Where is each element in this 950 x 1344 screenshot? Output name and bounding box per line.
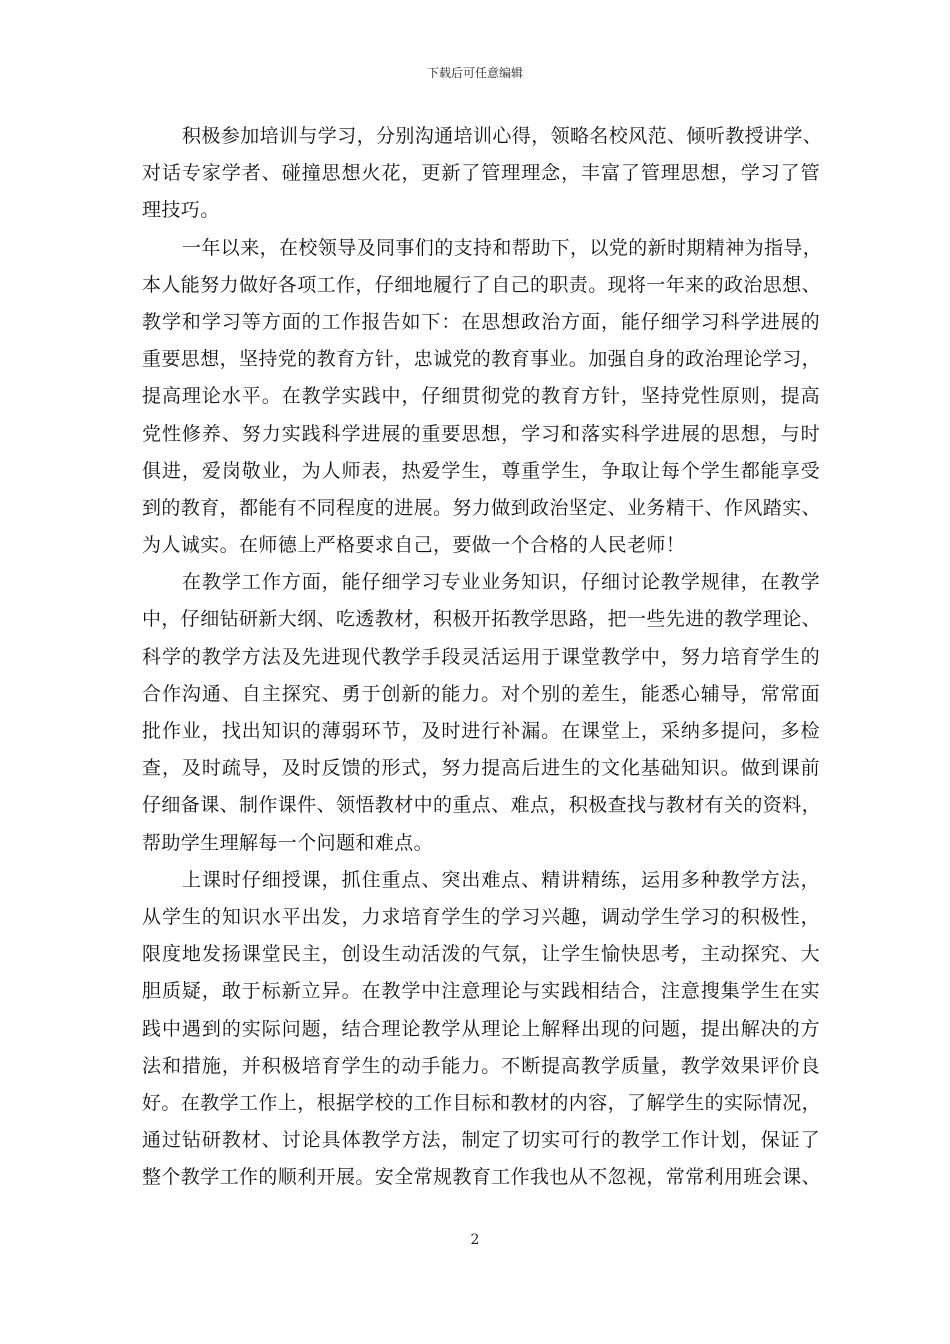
page-number: 2	[470, 1232, 480, 1248]
paragraph-line: 整个教学工作的顺利开展。安全常规教育工作我也从不忽视，常常利用班会课、	[142, 1166, 822, 1189]
paragraph-line: 践中遇到的实际问题，结合理论教学从理论上解释出现的问题，提出解决的方	[142, 1017, 820, 1040]
paragraph-line: 从学生的知识水平出发，力求培育学生的学习兴趣，调动学生学习的积极性，	[142, 905, 820, 928]
paragraph-line: 为人诚实。在师德上严格要求自己，要做一个合格的人民老师！	[142, 534, 686, 557]
paragraph-line: 批作业，找出知识的薄弱环节，及时进行补漏。在课堂上，采纳多提问，多检	[142, 720, 820, 742]
paragraph-line: 党性修养、努力实践科学进展的重要思想，学习和落实科学进展的思想，与时	[142, 422, 820, 445]
paragraph-line: 科学的教学方法及先进现代教学手段灵活运用于课堂教学中，努力培育学生的	[142, 645, 820, 668]
paragraph-line: 查，及时疏导，及时反馈的形式，努力提高后进生的文化基础知识。做到课前	[142, 757, 820, 780]
paragraph-line: 重要思想，坚持党的教育方针，忠诚党的教育事业。加强自身的政治理论学习，	[142, 348, 822, 371]
paragraph-line: 中，仔细钻研新大纲、吃透教材，积极开拓教学思路，把一些先进的教学理论、	[142, 608, 822, 631]
paragraph-line: 对话专家学者、碰撞思想火花，更新了管理理念，丰富了管理思想，学习了管	[142, 162, 820, 185]
page-header: 下载后可任意编辑	[426, 66, 523, 80]
paragraph-line: 法和措施，并积极培育学生的动手能力。不断提高教学质量，教学效果评价良	[142, 1054, 820, 1077]
paragraph-line: 胆质疑，敢于标新立异。在教学中注意理论与实践相结合，注意搜集学生在实	[142, 980, 820, 1003]
paragraph	[142, 862, 820, 1197]
paragraph-line: 在教学工作方面，能仔细学习专业业务知识，仔细讨论教学规律，在教学	[182, 571, 820, 594]
paragraph-line: 一年以来，在校领导及同事们的支持和帮助下，以党的新时期精神为指导，	[182, 236, 823, 259]
paragraph	[142, 118, 823, 230]
document-body	[142, 118, 823, 1196]
paragraph	[142, 564, 820, 862]
paragraph-line: 限度地发扬课堂民主，创设生动活泼的气氛，让学生愉快思考，主动探究、大	[142, 943, 820, 966]
paragraph-line: 上课时仔细授课，抓住重点、突出难点、精讲精练，运用多种教学方法，	[182, 868, 820, 891]
paragraph-line: 提高理论水平。在教学实践中，仔细贯彻党的教育方针，坚持党性原则，提高	[142, 385, 820, 408]
paragraph-line: 理技巧。	[142, 199, 220, 222]
paragraph-line: 俱进，爱岗敬业，为人师表，热爱学生，尊重学生，争取让每个学生都能享受	[142, 459, 820, 482]
paragraph-line: 本人能努力做好各项工作，仔细地履行了自己的职责。现将一年来的政治思想、	[142, 273, 822, 296]
paragraph-line: 仔细备课、制作课件、领悟教材中的重点、难点，积极查找与教材有关的资料，	[142, 794, 822, 817]
paragraph-line: 积极参加培训与学习，分别沟通培训心得，领略名校风范、倾听教授讲学、	[182, 125, 823, 147]
paragraph-line: 好。在教学工作上，根据学校的工作目标和教材的内容，了解学生的实际情况，	[142, 1091, 822, 1114]
paragraph	[142, 230, 823, 565]
paragraph-line: 帮助学生理解每一个问题和难点。	[142, 831, 434, 854]
paragraph-line: 通过钻研教材、讨论具体教学方法，制定了切实可行的教学工作计划，保证了	[142, 1129, 820, 1152]
paragraph-line: 到的教育，都能有不同程度的进展。努力做到政治坚定、业务精干、作风踏实、	[142, 496, 822, 519]
paragraph-line: 合作沟通、自主探究、勇于创新的能力。对个别的差生，能悉心辅导，常常面	[142, 682, 820, 705]
paragraph-line: 教学和学习等方面的工作报告如下：在思想政治方面，能仔细学习科学进展的	[142, 310, 820, 333]
